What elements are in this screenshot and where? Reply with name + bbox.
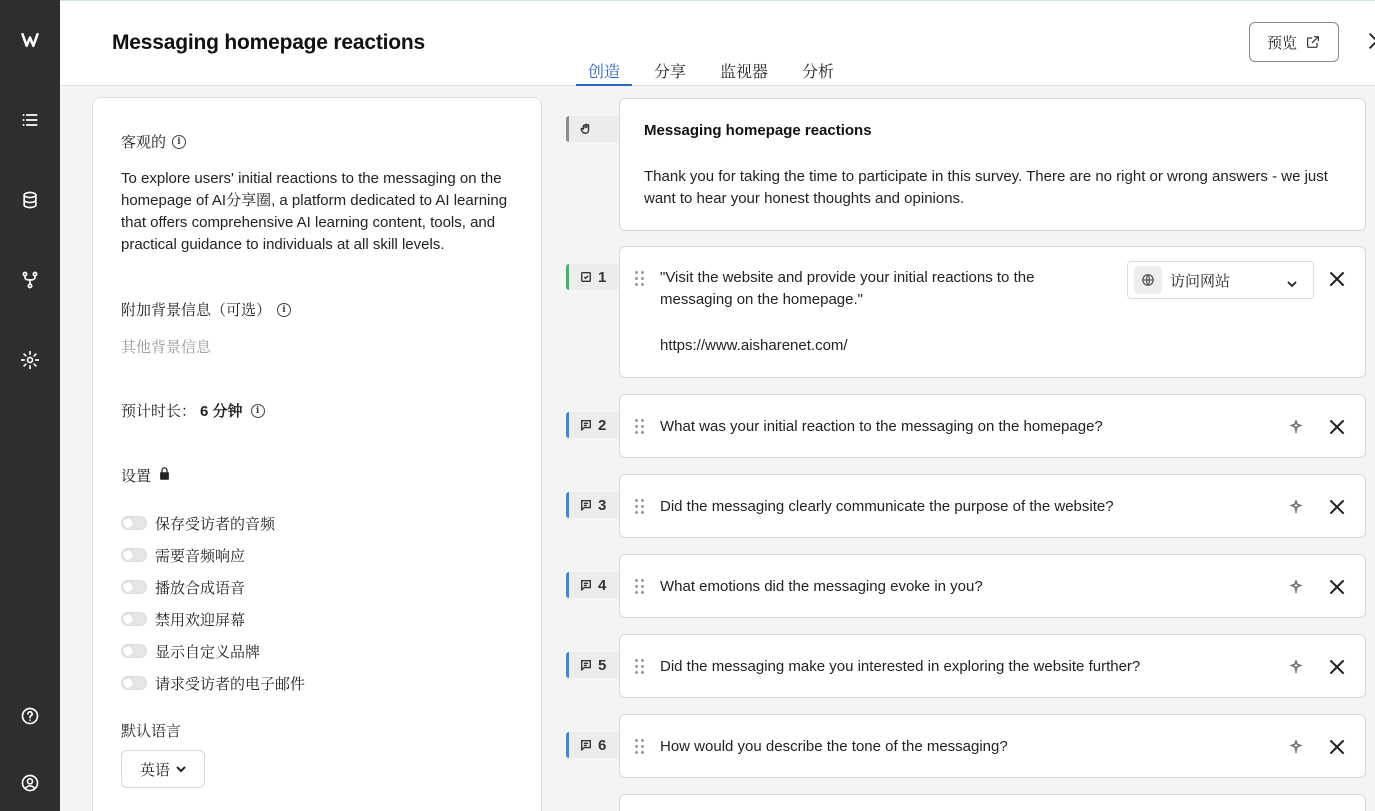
question-text[interactable]: Did the messaging make you interested in exploring the website further? — [660, 658, 1141, 675]
chevron-down-icon — [1287, 276, 1297, 286]
ai-rewrite-icon[interactable] — [1289, 660, 1303, 674]
objective-label: 客观的 — [121, 134, 167, 151]
drag-handle-icon[interactable] — [635, 271, 645, 287]
settings-label-row — [121, 465, 172, 486]
tab-analyze[interactable]: 分析 — [802, 64, 835, 81]
context-label-row — [121, 299, 291, 320]
question-card[interactable] — [619, 474, 1366, 538]
toggle-row[interactable] — [121, 667, 305, 699]
toggle-row[interactable] — [121, 635, 305, 667]
question-text[interactable]: What emotions did the messaging evoke in you? — [660, 578, 983, 595]
toggle-switch[interactable] — [121, 580, 147, 594]
drag-handle-icon[interactable] — [635, 419, 645, 435]
language-label — [121, 720, 181, 741]
question-number: 1 — [598, 268, 607, 286]
delete-icon[interactable] — [1329, 271, 1345, 287]
toggle-row[interactable] — [121, 603, 305, 635]
settings-label: 设置 — [121, 468, 152, 485]
close-button[interactable] — [1366, 30, 1375, 54]
list-icon[interactable] — [0, 100, 60, 140]
question-tag — [566, 652, 618, 678]
ai-rewrite-icon[interactable] — [1289, 580, 1303, 594]
toggle-label: 播放合成语音 — [155, 579, 246, 597]
question-tag — [566, 572, 618, 598]
info-icon[interactable]: i — [172, 135, 186, 149]
toggle-switch[interactable] — [121, 612, 147, 626]
message-icon — [580, 499, 592, 511]
user-icon[interactable] — [0, 763, 60, 803]
intro-card[interactable] — [619, 98, 1366, 231]
intro-tag — [566, 116, 618, 142]
database-icon[interactable] — [0, 180, 60, 220]
preview-button[interactable] — [1249, 22, 1339, 62]
drag-handle-icon[interactable] — [635, 659, 645, 675]
top-header — [60, 0, 1375, 86]
language-value: 英语 — [139, 761, 170, 779]
language-select[interactable] — [121, 750, 205, 788]
question-number: 5 — [598, 656, 607, 674]
duration-prefix: 预计时长： — [121, 403, 197, 420]
delete-icon[interactable] — [1329, 659, 1345, 675]
language-label-text: 默认语言 — [121, 723, 182, 740]
toggle-row[interactable] — [121, 571, 305, 603]
message-icon — [580, 579, 592, 591]
left-rail — [0, 0, 60, 811]
question-card[interactable] — [619, 634, 1366, 698]
context-input[interactable]: 其他背景信息 — [121, 339, 212, 356]
question-card[interactable] — [619, 714, 1366, 778]
toggle-switch[interactable] — [121, 516, 147, 530]
drag-handle-icon[interactable] — [635, 579, 645, 595]
lock-icon — [157, 466, 172, 485]
intro-body: Thank you for taking the time to participate in this survey. There are no right or wrong answers - we just want to hear your honest thoughts and opinions. — [644, 168, 1328, 207]
question-tag — [566, 412, 618, 438]
action-select[interactable] — [1127, 261, 1314, 299]
ai-rewrite-icon[interactable] — [1289, 740, 1303, 754]
message-icon — [580, 659, 592, 671]
question-text[interactable]: How would you describe the tone of the messaging? — [660, 738, 1008, 755]
toggle-switch[interactable] — [121, 548, 147, 562]
question-tag — [566, 264, 618, 290]
question-url[interactable]: https://www.aisharenet.com/ — [660, 337, 848, 354]
intro-title: Messaging homepage reactions — [644, 122, 872, 139]
duration-row — [121, 400, 265, 421]
survey-settings-panel — [92, 97, 542, 811]
toggle-switch[interactable] — [121, 644, 147, 658]
task-icon — [580, 271, 592, 283]
toggle-label: 禁用欢迎屏幕 — [155, 611, 246, 629]
toggle-row[interactable] — [121, 539, 305, 571]
external-link-icon — [1305, 34, 1321, 50]
ai-rewrite-icon[interactable] — [1289, 500, 1303, 514]
delete-icon[interactable] — [1329, 579, 1345, 595]
question-tag — [566, 492, 618, 518]
delete-icon[interactable] — [1329, 419, 1345, 435]
question-card[interactable] — [619, 794, 1366, 811]
hand-icon — [580, 123, 592, 135]
message-icon — [580, 419, 592, 431]
toggle-label: 保存受访者的音频 — [155, 515, 276, 533]
info-icon[interactable]: i — [251, 404, 265, 418]
close-icon — [1366, 30, 1375, 52]
toggle-row[interactable] — [121, 507, 305, 539]
tab-bar — [588, 59, 868, 86]
drag-handle-icon[interactable] — [635, 739, 645, 755]
message-icon — [580, 739, 592, 751]
question-tag — [566, 732, 618, 758]
context-label: 附加背景信息（可选） — [121, 302, 272, 319]
page-title: Messaging homepage reactions — [112, 31, 425, 54]
tab-share[interactable]: 分享 — [654, 64, 687, 81]
question-number: 3 — [598, 496, 607, 514]
objective-label-row — [121, 131, 186, 152]
question-card[interactable] — [619, 394, 1366, 458]
toggle-label: 需要音频响应 — [155, 547, 246, 565]
question-text[interactable]: Did the messaging clearly communicate the purpose of the website? — [660, 498, 1114, 515]
toggle-label: 请求受访者的电子邮件 — [155, 675, 306, 693]
branch-icon[interactable] — [0, 260, 60, 300]
gear-icon[interactable] — [0, 340, 60, 380]
help-icon[interactable] — [0, 696, 60, 736]
question-card[interactable] — [619, 554, 1366, 618]
globe-icon — [1134, 266, 1162, 294]
delete-icon[interactable] — [1329, 739, 1345, 755]
tab-create[interactable]: 创造 — [588, 59, 620, 86]
question-card[interactable] — [619, 246, 1366, 378]
question-number: 2 — [598, 416, 607, 434]
duration-value: 6 分钟 — [200, 403, 243, 420]
logo-icon[interactable] — [0, 20, 60, 60]
objective-text[interactable]: To explore users' initial reactions to the messaging on the homepage of AI分享圈, a platform dedicated to AI learning that offers comprehensive AI learning content, tools, and practical guidance to individuals at all skill levels. — [121, 170, 508, 253]
question-text[interactable]: "Visit the website and provide your initial reactions to the messaging on the homepage." — [660, 269, 1035, 308]
delete-icon[interactable] — [1329, 499, 1345, 515]
question-number: 4 — [598, 576, 607, 594]
question-number: 6 — [598, 736, 607, 754]
chevron-down-icon — [176, 764, 186, 774]
tab-monitor[interactable]: 监视器 — [720, 64, 769, 81]
preview-label: 预览 — [1266, 34, 1297, 52]
action-value: 访问网站 — [1170, 272, 1231, 290]
drag-handle-icon[interactable] — [635, 499, 645, 515]
ai-rewrite-icon[interactable] — [1289, 420, 1303, 434]
toggle-label: 显示自定义品牌 — [155, 643, 261, 661]
toggle-switch[interactable] — [121, 676, 147, 690]
question-text[interactable]: What was your initial reaction to the messaging on the homepage? — [660, 418, 1103, 435]
settings-toggles — [121, 507, 305, 699]
info-icon[interactable]: i — [277, 303, 291, 317]
